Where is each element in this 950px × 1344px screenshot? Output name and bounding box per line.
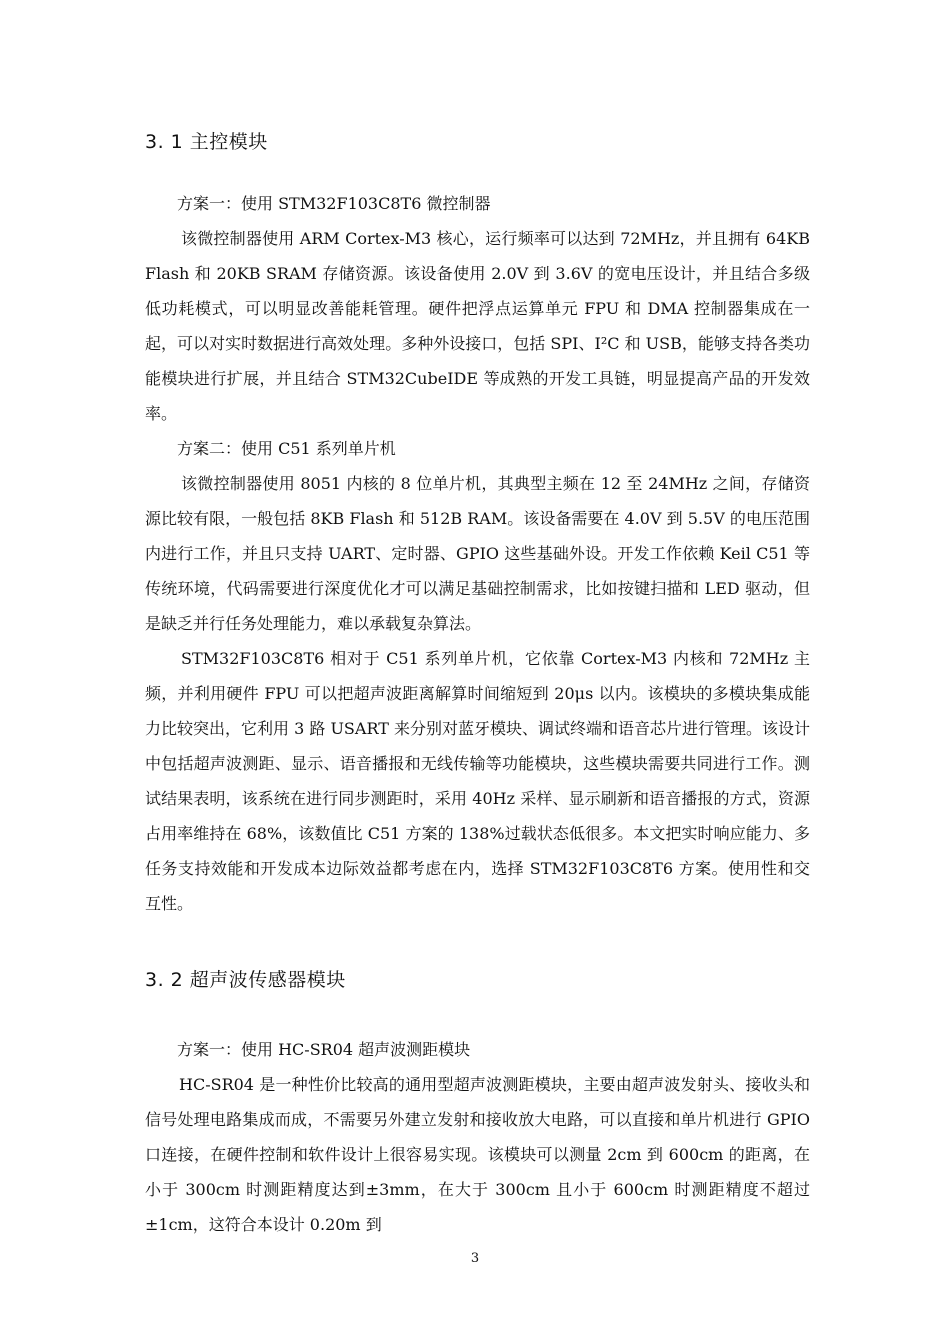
section-heading-3-2: 3. 2 超声波传感器模块 [145,969,346,991]
paragraph-sensor-option-1-heading: 方案一：使用 HC-SR04 超声波测距模块 [177,1040,471,1059]
page-number: 3 [470,1251,480,1266]
paragraph-comparison-conclusion: STM32F103C8T6 相对于 C51 系列单片机，它依靠 Cortex-M3 内核和 72MHz 主频，并利用硬件 FPU 可以把超声波距离解算时间缩短到 20μs 以内。该模块的多模块集成能力比较突出，它利用 3 路 USART 来分别对蓝牙模块、调试终端和语音芯片进行管理。该设计中包括超声波测距、显示、语音播报和无线传输等功能模块，这些模块需要共同进行工作。测试结果表明，该系统在进行同步测距时，采用 40Hz 采样、显示刷新和语音播报的方式，资源占用率维持在 68%，该数值比 C51 方案的 138%过载状态低很多。本文把实时响应能力、多任务支持效能和开发成本边际效益都考虑在内，选择 STM32F103C8T6 方案。使用性和交互性。 [145,649,810,913]
paragraph-sensor-option-1-description: HC-SR04 是一种性价比较高的通用型超声波测距模块，主要由超声波发射头、接收头和信号处理电路集成而成，不需要另外建立发射和接收放大电路，可以直接和单片机进行 GPIO 口连接，在硬件控制和软件设计上很容易实现。该模块可以测量 2cm 到 600cm 的距离，在小于 300cm 时测距精度达到±3mm，在大于 300cm 且小于 600cm 时测距精度不超过±1cm，这符合本设计 0.20m 到 [145,1075,810,1234]
section-heading-3-1: 3. 1 主控模块 [145,131,268,153]
section-body-3-2 [145,1032,810,1242]
paragraph-option-1-heading: 方案一：使用 STM32F103C8T6 微控制器 [177,194,491,213]
section-body-3-1 [145,186,810,921]
paragraph-option-1-description: 该微控制器使用 ARM Cortex-M3 核心，运行频率可以达到 72MHz，并且拥有 64KB Flash 和 20KB SRAM 存储资源。该设备使用 2.0V 到 3.6V 的宽电压设计，并且结合多级低功耗模式，可以明显改善能耗管理。硬件把浮点运算单元 FPU 和 DMA 控制器集成在一起，可以对实时数据进行高效处理。多种外设接口，包括 SPI、I²C 和 USB，能够支持各类功能模块进行扩展，并且结合 STM32CubeIDE 等成熟的开发工具链，明显提高产品的开发效率。 [145,229,810,423]
paragraph-option-2-heading: 方案二：使用 C51 系列单片机 [177,439,396,458]
paragraph-option-2-description: 该微控制器使用 8051 内核的 8 位单片机，其典型主频在 12 至 24MHz 之间，存储资源比较有限，一般包括 8KB Flash 和 512B RAM。该设备需要在 4.0V 到 5.5V 的电压范围内进行工作，并且只支持 UART、定时器、GPIO 这些基础外设。开发工作依赖 Keil C51 等传统环境，代码需要进行深度优化才可以满足基础控制需求，比如按键扫描和 LED 驱动，但是缺乏并行任务处理能力，难以承载复杂算法。 [145,474,810,633]
